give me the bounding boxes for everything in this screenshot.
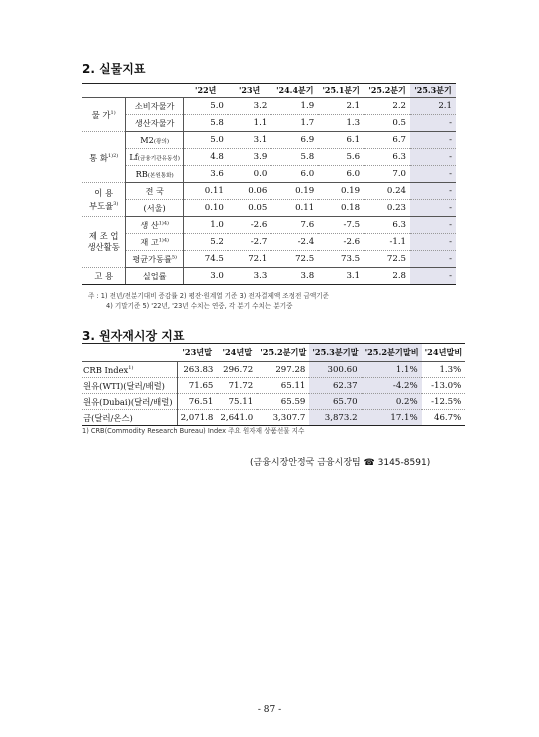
footnote-marker: 1) xyxy=(110,110,116,117)
table-row xyxy=(82,362,465,378)
table-cell: -2.6 xyxy=(228,217,271,234)
row-group-label xyxy=(82,268,126,285)
row-sub-label xyxy=(126,234,184,251)
source-credit: (금융시장안정국 금융시장팀 ☎ 3145-8591) xyxy=(250,458,431,468)
table-cell: 2.2 xyxy=(364,98,410,115)
table-cell: 0.23 xyxy=(364,200,410,217)
table-cell: 0.11 xyxy=(184,183,228,200)
table-cell: 1.1% xyxy=(362,362,422,378)
group-label-text-2: 생산활동 xyxy=(87,242,120,252)
commodity-note: 1) CRB(Commodity Research Bureau) Index 주요 원자재 상품선물 지수 xyxy=(82,427,305,435)
table-cell: 3.0 xyxy=(184,268,228,285)
table-cell: 76.51 xyxy=(177,394,217,410)
table-cell: 6.9 xyxy=(271,132,318,149)
table-cell: 72.5 xyxy=(364,251,410,268)
table-cell: 17.1% xyxy=(362,410,422,426)
row-sub-label xyxy=(126,183,184,200)
table-cell: 2.8 xyxy=(364,268,410,285)
table-cell: - xyxy=(410,234,456,251)
note-line-1: 주 : 1) 전년/전분기대비 증감률 2) 평잔·원계열 기준 3) 전자결제액 조정전 금액기준 xyxy=(88,292,329,300)
table-cell: -1.1 xyxy=(364,234,410,251)
table-cell: - xyxy=(410,149,456,166)
row-group-label xyxy=(82,132,126,183)
footnote-marker: 1)2) xyxy=(107,152,119,159)
table-cell: 0.19 xyxy=(318,183,364,200)
footnote-marker: 1)4) xyxy=(158,236,169,243)
sub-label-note: (금융기관유동성) xyxy=(137,156,180,162)
sub-label-text: 실업률 xyxy=(142,270,167,281)
table-cell: 3.8 xyxy=(271,268,318,285)
header-col-2: '24.4분기 xyxy=(271,84,318,98)
table-header-row xyxy=(82,84,456,98)
table-row xyxy=(82,183,456,200)
table-row xyxy=(82,217,456,234)
table-cell: 6.7 xyxy=(364,132,410,149)
table-cell: 6.1 xyxy=(318,132,364,149)
table-cell: 300.60 xyxy=(309,362,361,378)
row-label xyxy=(82,362,177,378)
table-cell: 71.72 xyxy=(217,378,257,394)
header-col-5: '25.3분기 xyxy=(410,84,456,98)
table-cell: 0.5 xyxy=(364,115,410,132)
table-cell: -12.5% xyxy=(422,394,466,410)
table-cell: 46.7% xyxy=(422,410,466,426)
table-cell: 3,307.7 xyxy=(257,410,309,426)
table-row xyxy=(82,115,456,132)
row-sub-label xyxy=(126,115,184,132)
row-sub-label xyxy=(126,149,184,166)
note-line-2: 4) 기말기준 5) '22년, '23년 수치는 연중, 각 분기 수치는 분기중 xyxy=(106,302,293,310)
row-sub-label xyxy=(126,200,184,217)
sub-label-text: 소비자물가 xyxy=(134,100,175,111)
table-cell: 72.5 xyxy=(271,251,318,268)
table-cell: 72.1 xyxy=(228,251,271,268)
table-cell: - xyxy=(410,115,456,132)
footnote-marker: 5) xyxy=(171,253,177,260)
table-row xyxy=(82,234,456,251)
table-row xyxy=(82,132,456,149)
sub-label-text: 평균가동률 xyxy=(132,253,172,264)
table-cell: - xyxy=(410,166,456,183)
header-col-0: '23년말 xyxy=(177,344,217,362)
row-label-text: 원유(WTI)(달러/배럴) xyxy=(83,380,165,391)
header-col-5: '24년말비 xyxy=(422,344,466,362)
header-blank xyxy=(82,84,184,98)
row-sub-label xyxy=(126,217,184,234)
table-header-row xyxy=(82,344,465,362)
table-cell: 1.3% xyxy=(422,362,466,378)
sub-label-note: (광의) xyxy=(153,139,170,145)
header-col-1: '23년 xyxy=(228,84,271,98)
row-sub-label xyxy=(126,132,184,149)
table-cell: 6.3 xyxy=(364,149,410,166)
table-row xyxy=(82,251,456,268)
group-label-text-2: 부도율 xyxy=(88,200,114,211)
table-cell: 3.2 xyxy=(228,98,271,115)
table-cell: 0.11 xyxy=(271,200,318,217)
group-label-text: 통 화 xyxy=(89,152,108,163)
header-col-2: '25.2분기말 xyxy=(257,344,309,362)
table-cell: 263.83 xyxy=(177,362,217,378)
commodity-table xyxy=(82,343,465,426)
group-label-text: 제 조 업 xyxy=(88,231,119,241)
table-cell: 5.8 xyxy=(271,149,318,166)
row-label xyxy=(82,394,177,410)
row-sub-label xyxy=(126,251,184,268)
table-cell: -13.0% xyxy=(422,378,466,394)
table-cell: -4.2% xyxy=(362,378,422,394)
group-label-text: 고 용 xyxy=(94,270,114,281)
table-row xyxy=(82,166,456,183)
table-cell: 297.28 xyxy=(257,362,309,378)
table-cell: 1.7 xyxy=(271,115,318,132)
group-label-text: 물 가 xyxy=(91,109,111,120)
header-blank xyxy=(82,344,177,362)
table-cell: 0.10 xyxy=(184,200,228,217)
table-cell: - xyxy=(410,217,456,234)
real-indicators-table xyxy=(82,83,456,285)
table-cell: 1.9 xyxy=(271,98,318,115)
table-cell: 2,071.8 xyxy=(177,410,217,426)
sub-label-text: Lf xyxy=(129,152,138,162)
table-row xyxy=(82,268,456,285)
table-cell: 65.59 xyxy=(257,394,309,410)
table-cell: 5.6 xyxy=(318,149,364,166)
header-col-0: '22년 xyxy=(184,84,228,98)
table-cell: 62.37 xyxy=(309,378,361,394)
table-cell: 296.72 xyxy=(217,362,257,378)
table-cell: 0.05 xyxy=(228,200,271,217)
sub-label-text: 생 산 xyxy=(140,219,159,230)
table-cell: 65.11 xyxy=(257,378,309,394)
table-cell: - xyxy=(410,268,456,285)
row-group-label xyxy=(82,217,126,268)
table-row xyxy=(82,98,456,115)
table-cell: - xyxy=(410,183,456,200)
row-label-text: 원유(Dubai)(달러/배럴) xyxy=(83,396,173,407)
table-cell: 65.70 xyxy=(309,394,361,410)
table-cell: 1.3 xyxy=(318,115,364,132)
sub-label-text: M2 xyxy=(140,135,154,145)
table-cell: 74.5 xyxy=(184,251,228,268)
header-col-1: '24년말 xyxy=(217,344,257,362)
table-cell: 71.65 xyxy=(177,378,217,394)
table-cell: 4.8 xyxy=(184,149,228,166)
footnote-marker: 1)4) xyxy=(158,219,169,226)
table-cell: 6.0 xyxy=(318,166,364,183)
table-cell: 3.6 xyxy=(184,166,228,183)
table-cell: 0.06 xyxy=(228,183,271,200)
footnote-marker: 3) xyxy=(113,200,119,207)
row-sub-label xyxy=(126,268,184,285)
table-cell: 3,873.2 xyxy=(309,410,361,426)
section-title-real-indicators: 2. 실물지표 xyxy=(82,62,146,76)
row-label xyxy=(82,410,177,426)
table-cell: 3.1 xyxy=(228,132,271,149)
table-row xyxy=(82,200,456,217)
row-group-label xyxy=(82,183,126,217)
table-cell: 2,641.0 xyxy=(217,410,257,426)
table-cell: 3.3 xyxy=(228,268,271,285)
header-col-3: '25.3분기말 xyxy=(309,344,361,362)
table-cell: 2.1 xyxy=(318,98,364,115)
sub-label-text: 재 고 xyxy=(140,236,159,247)
header-col-4: '25.2분기 xyxy=(364,84,410,98)
table-cell: 0.0 xyxy=(228,166,271,183)
row-group-label xyxy=(82,98,126,132)
row-sub-label xyxy=(126,98,184,115)
header-col-3: '25.1분기 xyxy=(318,84,364,98)
table-cell: 1.1 xyxy=(228,115,271,132)
table-cell: 5.8 xyxy=(184,115,228,132)
header-col-4: '25.2분기말비 xyxy=(362,344,422,362)
table-cell: 6.0 xyxy=(271,166,318,183)
table-cell: 75.11 xyxy=(217,394,257,410)
row-sub-label xyxy=(126,166,184,183)
section-title-commodities: 3. 원자재시장 지표 xyxy=(82,329,185,343)
table-cell: - xyxy=(410,251,456,268)
table-row xyxy=(82,410,465,426)
sub-label-text: RB xyxy=(135,169,148,179)
table-cell: 5.0 xyxy=(184,132,228,149)
table-cell: 5.2 xyxy=(184,234,228,251)
table-cell: 0.24 xyxy=(364,183,410,200)
table-cell: 5.0 xyxy=(184,98,228,115)
table-cell: - xyxy=(410,200,456,217)
table-cell: 0.18 xyxy=(318,200,364,217)
table-cell: -2.4 xyxy=(271,234,318,251)
table-row xyxy=(82,378,465,394)
row-label-text: CRB Index xyxy=(83,364,129,375)
table-cell: 1.0 xyxy=(184,217,228,234)
table-cell: 7.0 xyxy=(364,166,410,183)
table-notes xyxy=(88,291,329,311)
table-cell: 6.3 xyxy=(364,217,410,234)
row-label xyxy=(82,378,177,394)
table-cell: 0.2% xyxy=(362,394,422,410)
table-cell: 2.1 xyxy=(410,98,456,115)
table-row xyxy=(82,394,465,410)
table-row xyxy=(82,149,456,166)
table-cell: 0.19 xyxy=(271,183,318,200)
table-cell: 73.5 xyxy=(318,251,364,268)
table-cell: 3.1 xyxy=(318,268,364,285)
table-cell: -7.5 xyxy=(318,217,364,234)
table-cell: -2.7 xyxy=(228,234,271,251)
footnote-marker: 1) xyxy=(128,364,134,371)
table-cell: -2.6 xyxy=(318,234,364,251)
sub-label-text: 전 국 xyxy=(145,185,164,196)
sub-label-text: 생산자물가 xyxy=(134,117,175,128)
table-cell: 3.9 xyxy=(228,149,271,166)
table-cell: - xyxy=(410,132,456,149)
table-cell: 7.6 xyxy=(271,217,318,234)
sub-label-note: (본원통화) xyxy=(147,173,174,179)
page-number: - 87 - xyxy=(257,705,282,715)
row-label-text: 금(달러/온스) xyxy=(83,412,133,423)
sub-label-text: (서울) xyxy=(143,202,166,213)
group-label-text: 이 용 xyxy=(94,187,114,198)
